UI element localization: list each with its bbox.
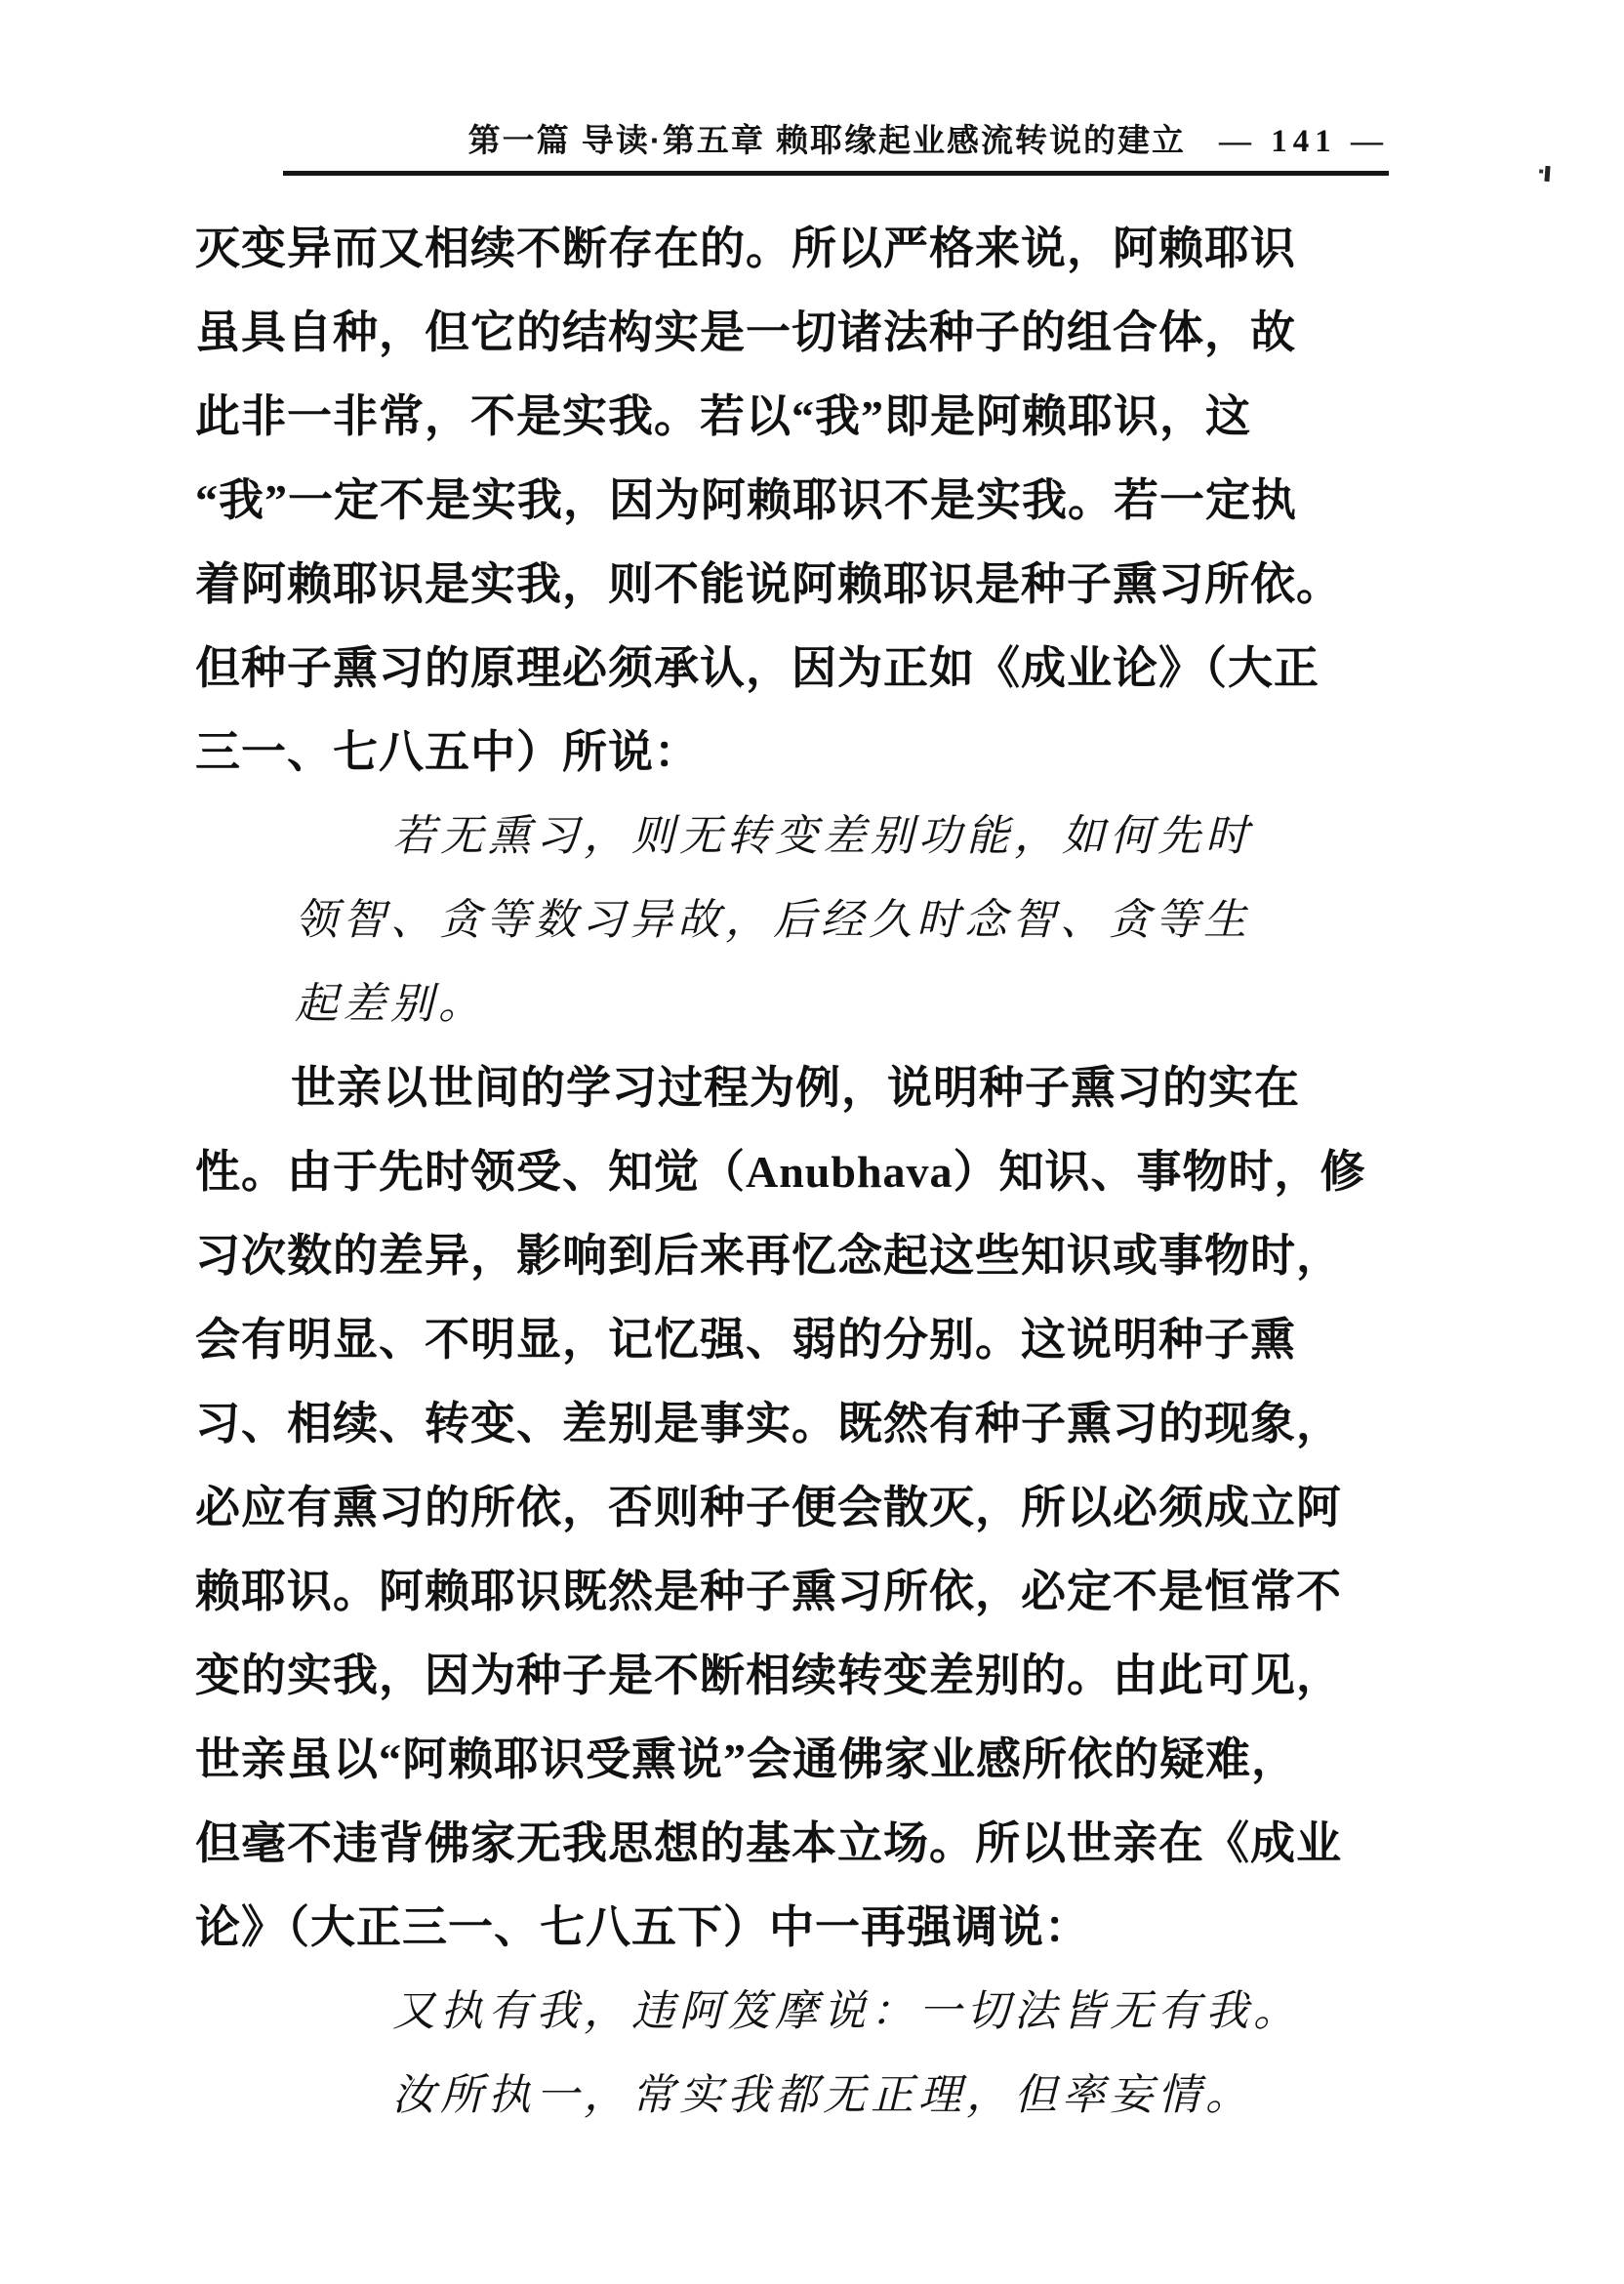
quote-line: 若无熏习，则无转变差别功能，如何先时 [392, 812, 1253, 860]
quote-line: 起差别。 [295, 980, 486, 1028]
quote-line: 领智、贪等数习异故，后经久时念智、贪等生 [295, 896, 1251, 944]
body-line: 习次数的差异，影响到后来再忆念起这些知识或事物时， [195, 1231, 1342, 1281]
running-header [283, 115, 1389, 176]
body-line: 会有明显、不明显，记忆强、弱的分别。这说明种子熏 [195, 1315, 1296, 1365]
quote-line: 又执有我，违阿笈摩说：一切法皆无有我。 [392, 1987, 1301, 2035]
body-line: 此非一非常，不是实我。若以“我”即是阿赖耶识，这 [195, 391, 1251, 441]
body-line: 世亲虽以“阿赖耶识受熏说”会通佛家业感所依的疑难， [195, 1734, 1297, 1784]
body-line: 论》（大正三一、七八五下）中一再强调说： [195, 1902, 1090, 1952]
body-line: 习、相续、转变、差别是事实。既然有种子熏习的现象， [195, 1399, 1342, 1448]
page-number: — 141 — [1219, 124, 1389, 159]
body-line: 变的实我，因为种子是不断相续转变差别的。由此可见， [195, 1651, 1342, 1700]
chapter-title: 第一篇 导读·第五章 赖耶缘起业感流转说的建立 [467, 122, 1186, 158]
body-line: 灭变异而又相续不断存在的。所以严格来说，阿赖耶识 [195, 224, 1296, 273]
body-line: 着阿赖耶识是实我，则不能说阿赖耶识是种子熏习所依。 [195, 559, 1342, 609]
scan-speck-artifact [1544, 166, 1550, 182]
body-line: 虽具自种，但它的结构实是一切诸法种子的组合体，故 [195, 307, 1296, 357]
body-text [195, 207, 1405, 2138]
quote-line: 汝所执一，常实我都无正理，但率妄情。 [392, 2071, 1253, 2119]
body-line: 但毫不违背佛家无我思想的基本立场。所以世亲在《成业 [195, 1818, 1342, 1868]
body-line: 赖耶识。阿赖耶识既然是种子熏习所依，必定不是恒常不 [195, 1567, 1342, 1616]
body-line: 性。由于先时领受、知觉（Anubhava）知识、事物时，修 [195, 1147, 1366, 1197]
body-line: “我”一定不是实我，因为阿赖耶识不是实我。若一定执 [195, 475, 1297, 525]
body-line: 但种子熏习的原理必须承认，因为正如《成业论》（大正 [195, 643, 1320, 693]
body-line: 世亲以世间的学习过程为例，说明种子熏习的实在 [291, 1063, 1300, 1113]
body-line: 必应有熏习的所依，否则种子便会散灭，所以必须成立阿 [195, 1483, 1342, 1532]
body-line: 三一、七八五中）所说： [195, 727, 700, 777]
